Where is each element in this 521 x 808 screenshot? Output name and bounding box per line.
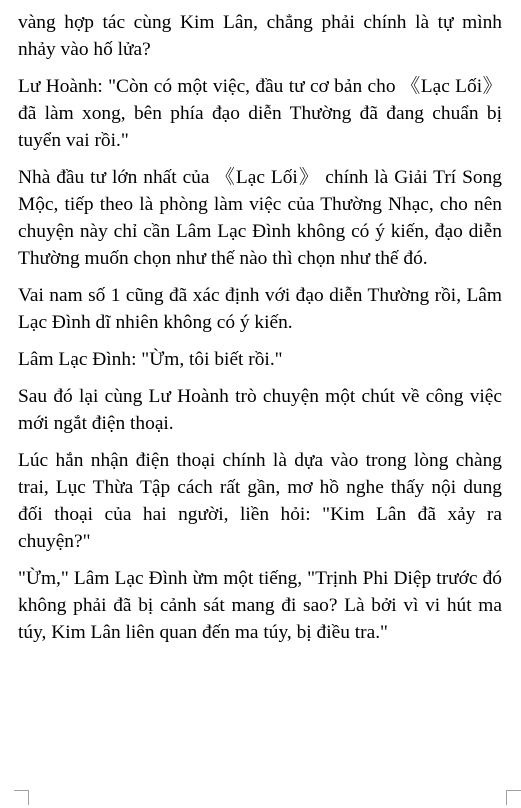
page-corner-mark-right xyxy=(506,790,521,805)
page-corner-mark-left xyxy=(14,790,29,805)
paragraph: Sau đó lại cùng Lư Hoành trò chuyện một chút về công việc mới ngắt điện thoại. xyxy=(18,386,502,434)
paragraph: vàng hợp tác cùng Kim Lân, chẳng phải chính là tự mình nhảy vào hố lửa? xyxy=(18,12,502,60)
paragraph: Lâm Lạc Đình: "Ừm, tôi biết rồi." xyxy=(18,349,283,370)
paragraph: Lư Hoành: "Còn có một việc, đầu tư cơ bản cho 《Lạc Lối》 đã làm xong, bên phía đạo diễn Thường đã đang chuẩn bị tuyển vai rồi." xyxy=(18,76,502,151)
document-body xyxy=(18,9,502,656)
paragraph: "Ừm," Lâm Lạc Đình ừm một tiếng, "Trịnh Phi Diệp trước đó không phải đã bị cảnh sát mang đi sao? Là bởi vì vi hút ma túy, Kim Lân liên quan đến ma túy, bị điều tra." xyxy=(18,568,502,643)
paragraph: Vai nam số 1 cũng đã xác định với đạo diễn Thường rồi, Lâm Lạc Đình dĩ nhiên không có ý kiến. xyxy=(18,285,502,333)
paragraph: Nhà đầu tư lớn nhất của 《Lạc Lối》 chính là Giải Trí Song Mộc, tiếp theo là phòng làm việc của Thường Nhạc, cho nên chuyện này chỉ cần Lâm Lạc Đình không có ý kiến, đạo diễn Thường muốn chọn như thế nào thì chọn như thế đó. xyxy=(18,167,502,269)
paragraph: Lúc hắn nhận điện thoại chính là dựa vào trong lòng chàng trai, Lục Thừa Tập cách rất gần, mơ hồ nghe thấy nội dung đối thoại của hai người, liền hỏi: "Kim Lân đã xảy ra chuyện?" xyxy=(18,450,502,552)
